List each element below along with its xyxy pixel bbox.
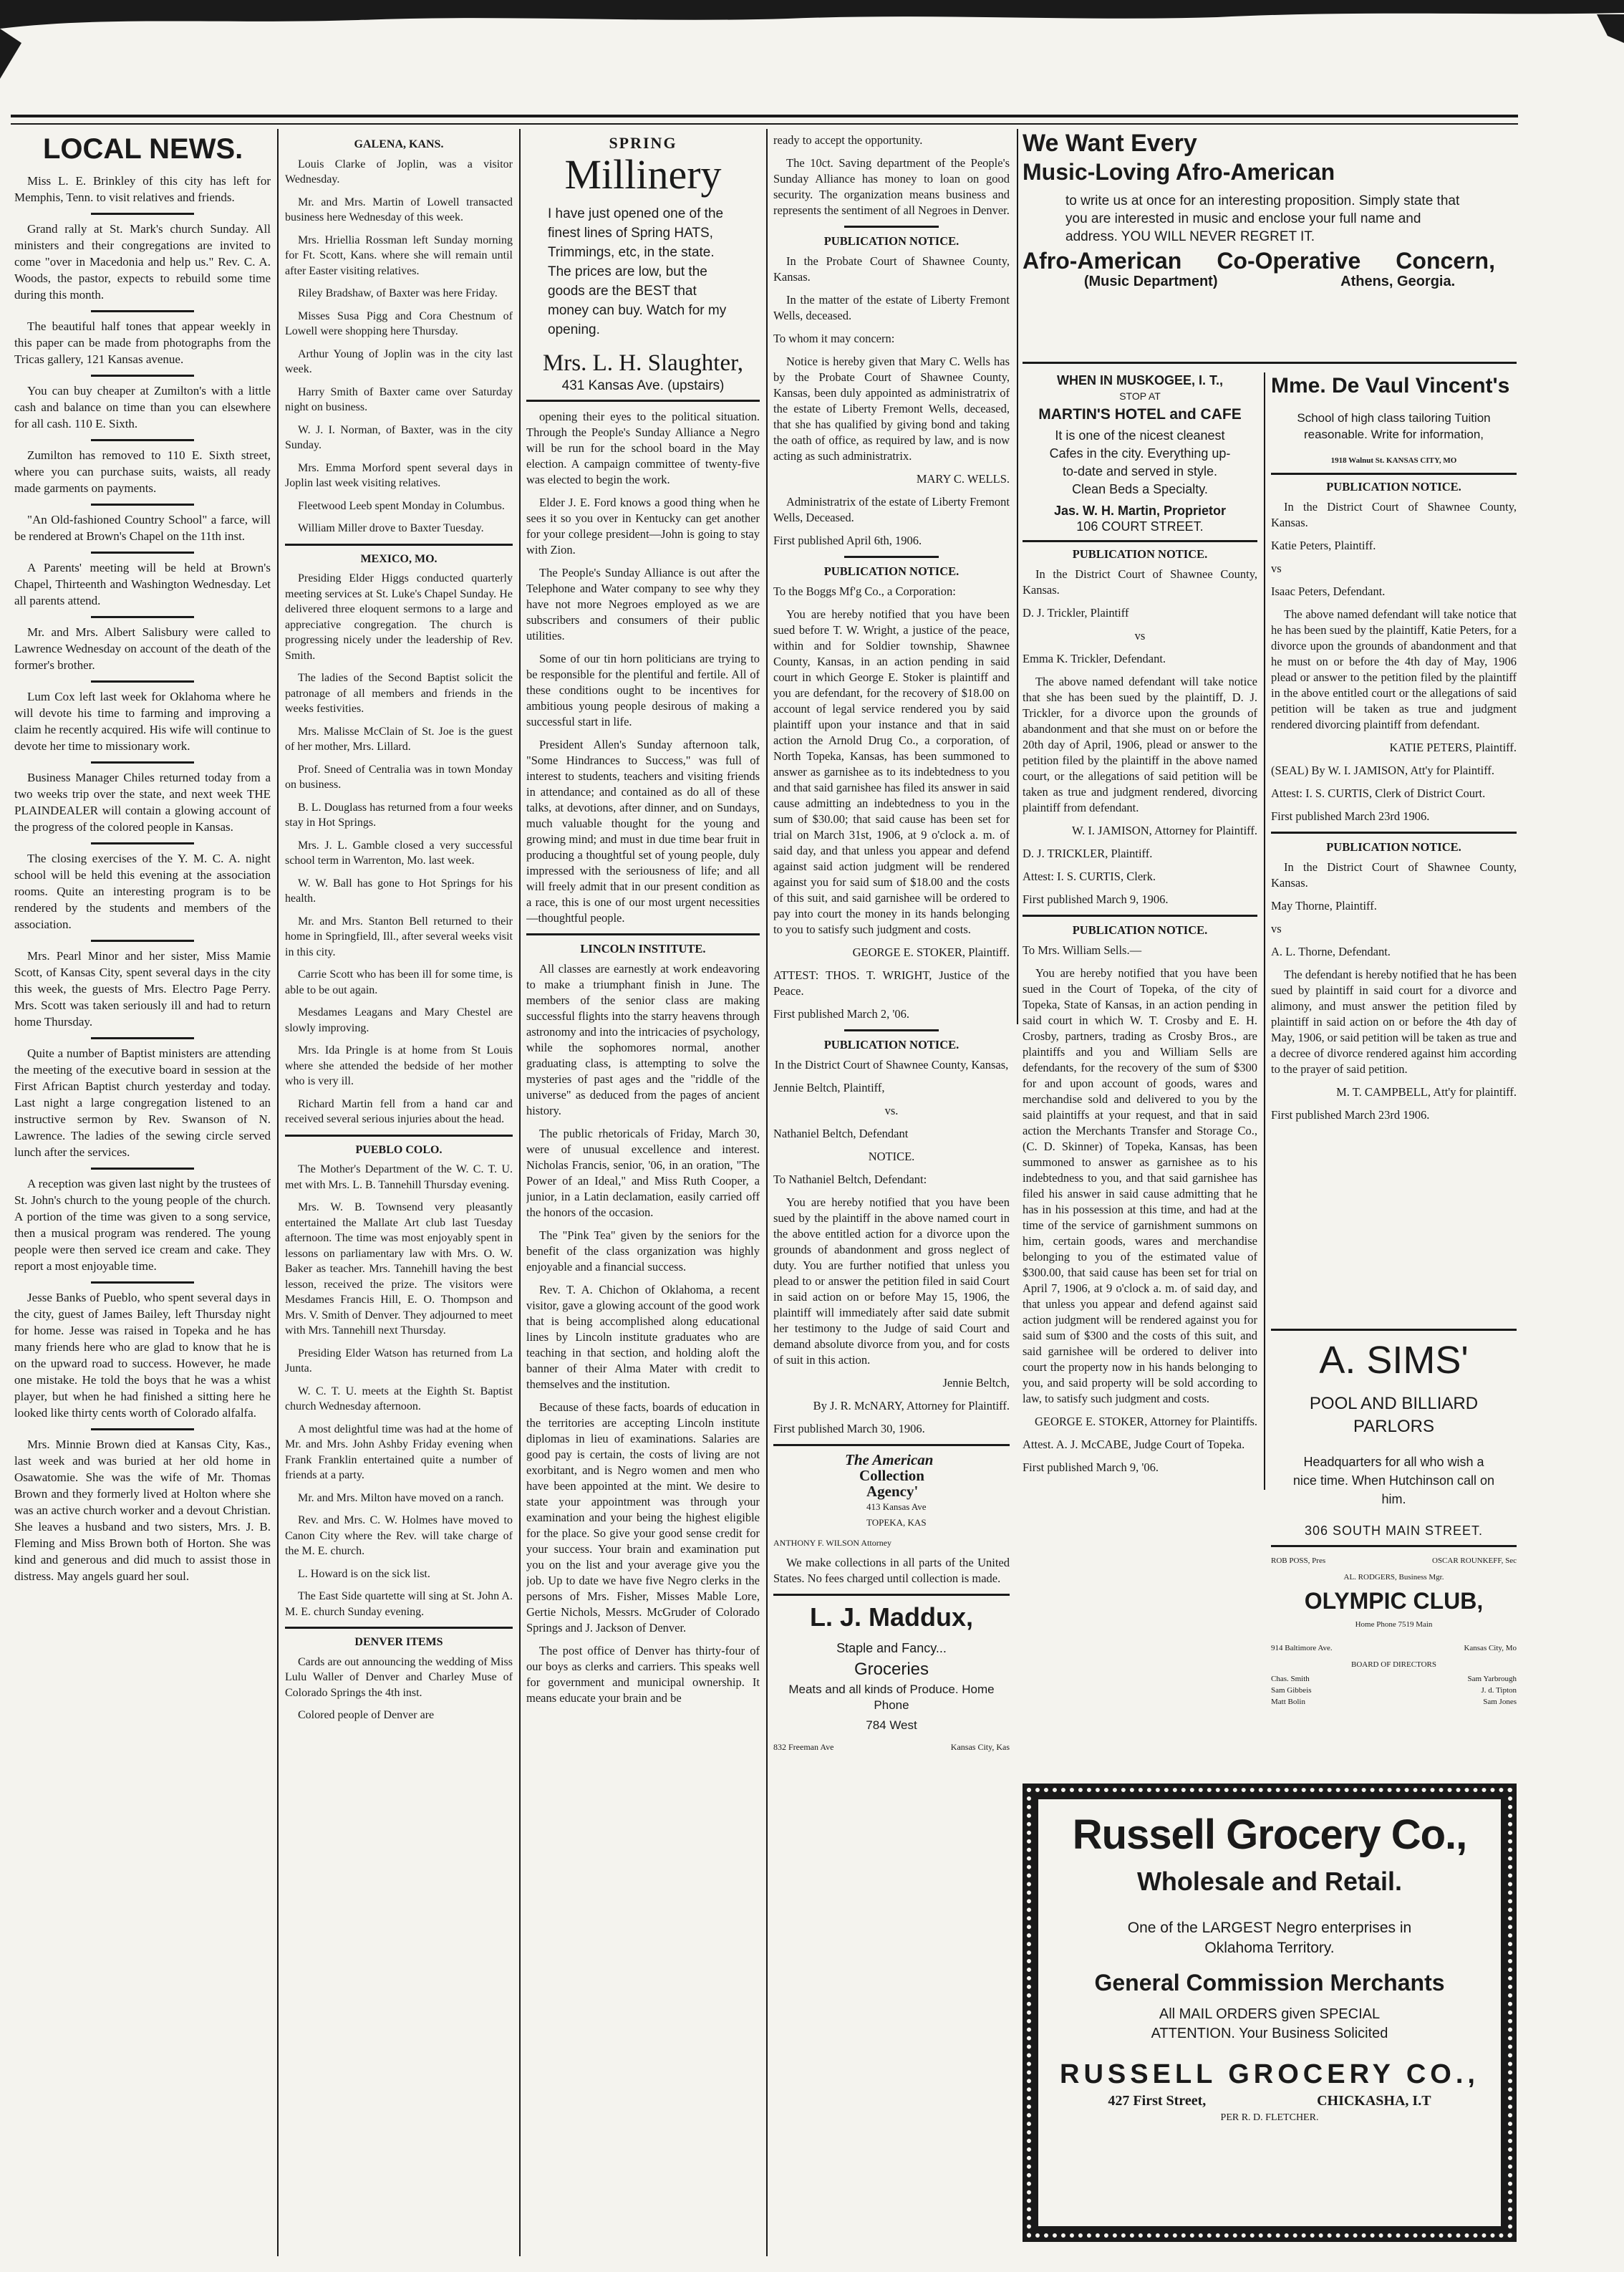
news-item: Prof. Sneed of Centralia was in town Monday on business. [285, 763, 513, 791]
notice-text: vs [1271, 562, 1282, 575]
notice-text: The above named defendant will take notice that he has been sued by the plaintiff, Katie Peters, for a divorce upon the grounds of abandonment and that he must on or before the 4th day of May, 1906 plead or answer to the petition filed by the plaintiff in the above entitled court or the allegations of said petition will be taken as true and judgment rendered divorcing plaintiff from defendant. [1271, 607, 1517, 731]
olympic-address [1271, 1640, 1517, 1657]
ad-body: I have just opened one of the finest lines of Spring HATS, Trimmings, etc, in the state. The prices are low, but the goods are the BEST that money can buy. Watch for my opening. [548, 206, 727, 337]
olympic-name: OLYMPIC CLUB, [1304, 1588, 1484, 1614]
news-item: Mr. and Mrs. Stanton Bell returned to their home in Springfield, Ill., after several weeks visit in this city. [285, 915, 513, 958]
news-item: The ladies of the Second Baptist solicit the patronage of all members and friends in the weeks festivities. [285, 672, 513, 715]
martin-body: It is one of the nicest cleanest Cafes in the city. Everything up-to-date and served in style. Clean Beds a Specialty. [1049, 428, 1231, 496]
news-item: Arthur Young of Joplin was in the city last week. [285, 347, 513, 375]
ad-millinery: Millinery [564, 151, 722, 198]
notice-text: A. L. Thorne, Defendant. [1271, 945, 1391, 958]
news-item: Zumilton has removed to 110 E. Sixth street, where you can purchase suits, waists, all ready made garments on payments. [14, 448, 271, 495]
column-correspondence [285, 133, 513, 2253]
column-notices-3 [1271, 372, 1517, 1490]
notice-text: In the District Court of Shawnee County, Kansas. [1271, 860, 1517, 890]
olympic-phone: Home Phone 7519 Main [1355, 1620, 1433, 1629]
news-item: Misses Susa Pigg and Cora Chestnum of Lowell were shopping here Thursday. [285, 309, 513, 337]
news-item: Colored people of Denver are [298, 1709, 435, 1721]
notice-date: First published March 2, '06. [773, 1007, 909, 1021]
news-item: The public rhetoricals of Friday, March 30, were of unusual excellence and interest. Nicholas Francis, senior, '06, in an oration, "The Power of an Ideal," and Miss Ruth Cooper, a junior, in a Latin declamation, easily carried off the honors of the occasion. [526, 1127, 760, 1219]
news-item: A reception was given last night by the trustees of St. John's church to the young people of the church. A portion of the time was given to a song service, then a musical program was rendered. The young people were then served ice cream and cake. They report a most enjoyable time. [14, 1177, 271, 1273]
divider [91, 439, 193, 441]
olympic-officers [1271, 1553, 1517, 1569]
news-item: The "Pink Tea" given by the seniors for the benefit of the class organization was highly enjoyable and a financial success. [526, 1228, 760, 1274]
news-item: All classes are earnestly at work endeavoring to make a triumphant finish in June. The members of the senior class are making successful flights into the starry heavens through astronomy and into the intricacies of psychology, while the sophomores normal, another graduating class, is attempting to solve the mysteries of past ages and the "riddle of the universe" as deduced from the pages of ancient history. [526, 962, 760, 1117]
notice-text: vs. [884, 1104, 899, 1117]
notice-text: vs [1134, 629, 1146, 642]
notice-heading: PUBLICATION NOTICE. [1072, 547, 1208, 561]
notice-text: To Mrs. William Sells.— [1023, 943, 1142, 957]
notice-date: First published March 9, 1906. [1023, 892, 1169, 906]
notice-signature: W. I. JAMISON, Attorney for Plaintiff. [1072, 824, 1257, 837]
divider [91, 375, 193, 377]
notice-text: Jennie Beltch, Plaintiff, [773, 1081, 885, 1094]
sims-olympic-ads [1271, 1329, 1517, 1782]
news-item: W. W. Ball has gone to Hot Springs for his health. [285, 877, 513, 905]
news-item: William Miller drove to Baxter Tuesday. [298, 522, 484, 534]
russell-line: All MAIL ORDERS given SPECIAL ATTENTION. Your Business Solicited [1151, 2006, 1388, 2041]
notice-heading: PUBLICATION NOTICE. [823, 1038, 960, 1051]
news-item: ready to accept the opportunity. [773, 133, 923, 147]
news-item: W. C. T. U. meets at the Eighth St. Baptist church Wednesday afternoon. [285, 1385, 513, 1412]
notice-signature: GEORGE E. STOKER, Plaintiff. [852, 945, 1010, 959]
collection-agency-ad [845, 1452, 1010, 1531]
ad-spring: SPRING [609, 134, 677, 152]
martin-address: 106 COURT STREET. [1076, 519, 1204, 534]
news-item: Miss L. E. Brinkley of this city has left for Memphis, Tenn. to visit relatives and friends. [14, 174, 271, 204]
torn-page-edge [0, 0, 1624, 107]
news-item: A most delightful time was had at the home of Mr. and Mrs. John Ashby Friday evening when Frank Franklin entertained quite a number of friends at a party. [285, 1423, 513, 1481]
maddux-name: L. J. Maddux, [809, 1602, 974, 1632]
devaul-ad [1271, 372, 1517, 475]
column-notices [773, 133, 1010, 2253]
notice-heading: PUBLICATION NOTICE. [823, 564, 960, 578]
agency-address: 413 Kansas Ave [866, 1501, 927, 1512]
martin-proprietor: Jas. W. H. Martin, Proprietor [1053, 504, 1227, 518]
notice-heading: PUBLICATION NOTICE. [1326, 840, 1461, 854]
news-item: Grand rally at St. Mark's church Sunday. All ministers and their congregations are invited to come "over in Macedonia and help us." Rev. C. A. Woods, the pastor, expects to rebuild some time during this month. [14, 222, 271, 302]
notice-signature: Jennie Beltch, [942, 1376, 1010, 1390]
music-headline: We Want Every [1023, 130, 1197, 157]
notice-text: Katie Peters, Plaintiff. [1271, 539, 1376, 552]
maddux-line: Meats and all kinds of Produce. Home Phone [788, 1683, 995, 1712]
devaul-address: 1918 Walnut St. KANSAS CITY, MO [1330, 456, 1457, 465]
news-item: Presiding Elder Higgs conducted quarterly meeting services at St. Luke's Chapel Sunday. He delivered three eloquent sermons to a large and appreciative congregation. The church is progressing nicely under the leadership of Rev. Smith. [285, 572, 513, 662]
news-item: Mr. and Mrs. Martin of Lowell transacted business here Wednesday of this week. [285, 196, 513, 223]
divider [91, 1281, 193, 1284]
notice-text: To the Boggs Mf'g Co., a Corporation: [773, 584, 956, 598]
notice-text: Nathaniel Beltch, Defendant [773, 1127, 909, 1140]
notice-signature: M. T. CAMPBELL, Att'y for plaintiff. [1336, 1085, 1517, 1099]
news-item: A Parents' meeting will be held at Brown's Chapel, Thirteenth and Washington Wednesday. Let all parents attend. [14, 561, 271, 607]
russell-line: One of the LARGEST Negro enterprises in Oklahoma Territory. [1127, 1920, 1412, 1956]
column-rule [277, 129, 279, 2256]
notice-signature: Attest: I. S. CURTIS, Clerk. [1023, 870, 1156, 883]
news-item: Mrs. Hriellia Rossman left Sunday morning for Ft. Scott, Kans. where she will remain until after Easter visiting relatives. [285, 234, 513, 277]
martin-line: STOP AT [1119, 390, 1161, 402]
agency-title: Collection [859, 1467, 924, 1484]
music-company-mid: Co-Operative [1217, 248, 1361, 274]
divider [91, 1428, 193, 1430]
news-item: President Allen's Sunday afternoon talk, "Some Hindrances to Success," was full of interest to students, teachers and visiting friends in attendance; and contained as do all of these talks, at devotions, after dinner, and on Sundays, much valuable thought for the young and growing mind; and must in due time bear fruit in producing a thoughtful set of young people, duly impressed with the seriousness of life; and all will freely admit that in our present condition as a race, this is one of our most urgent necessities—thoughtful people. [526, 738, 760, 925]
divider [773, 1594, 1010, 1596]
russell-footer-address [1053, 2093, 1487, 2109]
news-item: Because of these facts, boards of education in the territories are accepting Lincoln institute diplomas in lieu of examinations. Salaries are good pay is certain, the costs of living are not exorbitant, and is Negro women and men who have been appointed at the mint. We desire to state your appointment was through your examination and your being the highest eligible for the place. So give your good sense credit for your success. Your brain and examination put you on the list and your average give you the job. Up to date we have five Negro clerks in the persons of Mrs. Fisher, Misses Mable Lore, Gertie Nichols, Messrs. McGruder of Colorado Springs and J. Jackson of Denver. [526, 1400, 760, 1635]
devaul-body: School of high class tailoring Tuition reasonable. Write for information, [1297, 411, 1491, 441]
news-item: The People's Sunday Alliance is out after the Telephone and Water company to see why they have not more Negroes employed as we are subscribers and consumers of their public utilities. [526, 566, 760, 642]
notice-signature: KATIE PETERS, Plaintiff. [1389, 741, 1517, 754]
divider [91, 616, 193, 618]
news-item: Rev. T. A. Chichon of Oklahoma, a recent visitor, gave a glowing account of the good work that is being accomplished along educational lines by Lincoln institute graduates who are teaching in that section, and holding aloft the banner of their Alma Mater with credit to themselves and the institution. [526, 1283, 760, 1391]
music-body: to write us at once for an interesting proposition. Simply state that you are interested in music and enclose your full name and address. YOU WILL NEVER REGRET IT. [1065, 193, 1460, 244]
news-item: Mrs. Malisse McClain of St. Joe is the guest of her mother, Mrs. Lillard. [285, 725, 513, 753]
news-item: B. L. Douglass has returned from a four weeks stay in Hot Springs. [285, 801, 513, 829]
millinery-ad [526, 135, 760, 402]
olympic-president: ROB POSS, Pres [1271, 1556, 1326, 1565]
news-item: Riley Bradshaw, of Baxter was here Friday. [298, 287, 498, 299]
news-item: "An Old-fashioned Country School" a farce, will be rendered at Brown's Chapel on the 11th inst. [14, 513, 271, 543]
news-item: Lum Cox left last week for Oklahoma where he will devote his time to farming and improving a claim he recently acquired. His wife will continue to devote her time to missionary work. [14, 690, 271, 753]
divider [285, 544, 513, 546]
news-item: L. Howard is on the sick list. [298, 1567, 430, 1580]
notice-date: First published March 30, 1906. [773, 1422, 925, 1435]
news-item: Quite a number of Baptist ministers are attending the meeting of the executive board in session at the First African Baptist church yesterday and today. Last night a large congregation listened to an instructive sermon by Rev. Swanson of N. Lawrence. The ladies of the sewing circle served lunch after the services. [14, 1046, 271, 1159]
agency-title: The American [845, 1451, 934, 1468]
notice-signature: GEORGE E. STOKER, Attorney for Plaintiffs. [1034, 1415, 1257, 1428]
notice-text: You are hereby notified that you have been sued in the Court of Topeka, of the city of Topeka, State of Kansas, in an action pending in said court in which W. T. Crosby and E. H. Crosby, partners, trading as Crosby Bros., are plaintiffs and you and William Sells are defendants, for the recovery of the sum of $300 for and upon account of goods, wares and merchandise sold and delivered to you by the said plaintiffs at your request, and that in said action the Merchants Transfer and Storage Co., (C. D. Skinner) of Topeka, Kansas, has been summoned to answer as garnishee as to his indebtedness to you, and that said garnishee has filed his answer in said cause admitting that he has in his possession at this time, and had at the time of the service of garnishment summons on him, certain goods, wares and merchandise belonging to you of the estimated value of $300.00, that said cause has been set for trial on April 7, 1906, at 9 o'clock a. m. of said day, and that unless you appear and defend against said action judgment will be rendered against you for said sum of $300 and the costs of this suit, and said garnishee will be ordered to deliver into court the property now in his hands belonging to you, and said property will be sold according to law, to satisfy such judgment and costs. [1023, 966, 1257, 1405]
news-item: Mrs. Ida Pringle is at home from St Louis where she attended the bedside of her mother who is very ill. [285, 1044, 513, 1087]
news-item: Mr. and Mrs. Albert Salisbury were called to Lawrence Wednesday on account of the death of the former's brother. [14, 625, 271, 672]
section-heading: GALENA, KANS. [354, 138, 444, 150]
divider [91, 552, 193, 554]
olympic-secretary: OSCAR ROUNKEFF, Sec [1432, 1556, 1517, 1565]
column-local-news [14, 133, 271, 2253]
martin-hotel-ad [1023, 372, 1257, 542]
notice-date: First published March 9, '06. [1023, 1460, 1159, 1474]
column-rule [766, 129, 768, 2256]
maddux-line: Staple and Fancy... [836, 1641, 947, 1655]
news-item: W. J. I. Norman, of Baxter, was in the city Sunday. [285, 423, 513, 451]
agency-attorney: ANTHONY F. WILSON Attorney [773, 1538, 892, 1548]
agency-body: We make collections in all parts of the United States. No fees charged until collection is made. [773, 1556, 1010, 1585]
notice-text: The above named defendant will take notice that she has been sued by the plaintiff, D. J. Trickler, for a divorce upon the grounds of abandonment and that she must on or before the 20th day of April, 1906, plead or answer to the petition filed by the plaintiff in the above named court, or the allegations of said petition will be taken as true and judgment rendered, divorcing plaintiff from defendant. [1023, 675, 1257, 814]
notice-signature: By J. R. McNARY, Attorney for Plaintiff. [813, 1399, 1010, 1412]
divider [773, 1444, 1010, 1446]
sims-body: Headquarters for all who wish a nice time. When Hutchinson call on him. [1292, 1455, 1495, 1506]
olympic-manager: AL. RODGERS, Business Mgr. [1343, 1573, 1444, 1582]
news-item: Harry Smith of Baxter came over Saturday night on business. [285, 385, 513, 413]
news-item: The Mother's Department of the W. C. T. U. met with Mrs. L. B. Tannehill Thursday evening. [285, 1163, 513, 1191]
news-item: Jesse Banks of Pueblo, who spent several days in the city, guest of James Bailey, left Thursday night for home. Jesse was raised in Topeka and he has many friends here who are glad to know that he is on the upward road to success. However, he made one mistake. He told the boys that he was a whist player, but when he had finished a sitting here he looked like thirty cents worth of Colorado alfalfa. [14, 1291, 271, 1420]
russell-grocery-ad [1023, 1784, 1517, 2242]
divider [91, 680, 193, 683]
section-heading: DENVER ITEMS [354, 1636, 443, 1648]
news-item: Cards are out announcing the wedding of Miss Lulu Waller of Denver and Charley Muse of Colorado Springs the 4th inst. [285, 1655, 513, 1699]
news-item: Louis Clarke of Joplin, was a visitor Wednesday. [285, 158, 513, 186]
russell-name: Russell Grocery Co., [1072, 1811, 1467, 1858]
agency-title: Agency' [866, 1483, 919, 1500]
maddux-footer-right: Kansas City, Kas [950, 1742, 1010, 1752]
notice-signature: D. J. TRICKLER, Plaintiff. [1023, 847, 1153, 860]
column-rule [1017, 129, 1018, 1024]
divider [91, 310, 193, 312]
notice-text: In the District Court of Shawnee County, Kansas. [1271, 500, 1517, 529]
notice-signature: MARY C. WELLS. [916, 472, 1010, 486]
notice-heading: PUBLICATION NOTICE. [1072, 923, 1208, 937]
director: Sam Yarbrough [1467, 1675, 1517, 1683]
news-item: Mrs. Minnie Brown died at Kansas City, Kas., last week and was buried at her old home in Osawatomie. She was the wife of Mr. Thomas Brown and they formerly lived at Holton where she was an active church worker and a devout Christian. She leaves a husband and two sisters, Mrs. J. B. Fleming and Miss Brown both of Horton. She was kind and generous and did much to assist those in distress. May angels guard her soul. [14, 1438, 271, 1583]
news-item: The beautiful half tones that appear weekly in this paper can be made from photographs from the Tricas gallery, 121 Kansas avenue. [14, 319, 271, 366]
notice-text: Isaac Peters, Defendant. [1271, 584, 1386, 598]
notice-date: First published March 23rd 1906. [1271, 809, 1430, 823]
notice-text: May Thorne, Plaintiff. [1271, 899, 1377, 913]
music-headline: Music-Loving Afro-American [1023, 159, 1335, 185]
divider [285, 1135, 513, 1137]
news-item: The post office of Denver has thirty-four of our boys as clerks and carriers. This speaks well for government and municipal ownership. It means educate your brain and be [526, 1644, 760, 1705]
news-item: Richard Martin fell from a hand car and received several serious injuries about the head. [285, 1097, 513, 1125]
news-item: Mrs. W. B. Townsend very pleasantly entertained the Mallate Art club last Tuesday afternoon. The time was most enjoyably spent in lessons on parliamentary law with Mrs. O. W. Baker as teacher. Mrs. Tannehill having the best lesson, received the prize. The visitors were Mesdames Francis Hill, E. O. Thompson and Mrs. V. Smith of Denver. They adjourned to meet with Mrs. Tannehill next Thursday. [285, 1201, 513, 1337]
olympic-directors [1271, 1673, 1517, 1708]
russell-per: PER R. D. FLETCHER. [1220, 2112, 1319, 2123]
notice-signature: (SEAL) By W. I. JAMISON, Att'y for Plaintiff. [1271, 764, 1495, 777]
divider [844, 1029, 939, 1031]
russell-address-left: 427 First Street, [1108, 2093, 1207, 2109]
olympic-address-left: 914 Baltimore Ave. [1271, 1644, 1333, 1652]
notice-text: D. J. Trickler, Plaintiff [1023, 606, 1129, 620]
music-city: Athens, Georgia. [1340, 274, 1456, 289]
russell-footer-name: RUSSELL GROCERY CO., [1060, 2059, 1479, 2089]
news-item: Mrs. Emma Morford spent several days in Joplin last week visiting relatives. [285, 461, 513, 489]
divider [844, 556, 939, 558]
music-ad [1023, 129, 1517, 364]
notice-date: First published March 23rd 1906. [1271, 1108, 1430, 1122]
divider [91, 1037, 193, 1039]
divider [526, 933, 760, 935]
director: Sam Jones [1483, 1698, 1517, 1706]
notice-heading: PUBLICATION NOTICE. [1326, 480, 1461, 494]
notice-text: Emma K. Trickler, Defendant. [1023, 652, 1166, 665]
notice-text: vs [1271, 922, 1282, 935]
sims-address: 306 SOUTH MAIN STREET. [1304, 1524, 1484, 1538]
section-heading: PUEBLO COLO. [355, 1143, 443, 1156]
notice-text: To Nathaniel Beltch, Defendant: [773, 1173, 927, 1186]
news-item: Some of our tin horn politicians are trying to be responsible for the plentiful and fertile. All of these conditions ought to be incentives for ambitious young people desirous of making a successful start in life. [526, 652, 760, 728]
news-item: Elder J. E. Ford knows a good thing when he sees it so you over in Kentucky can get another for your college president—John is going to stay with Zion. [526, 496, 760, 557]
notice-signature: Attest. A. J. McCABE, Judge Court of Topeka. [1023, 1438, 1245, 1451]
ad-name: Mrs. L. H. Slaughter, [542, 350, 744, 376]
divider [1271, 1545, 1517, 1547]
music-company-left: Afro-American [1023, 248, 1182, 274]
news-item: The East Side quartette will sing at St. John A. M. E. church Sunday evening. [285, 1590, 513, 1618]
ad-address: 431 Kansas Ave. (upstairs) [561, 378, 725, 393]
column-millinery [526, 133, 760, 2253]
notice-text: You are hereby notified that you have been sued by the plaintiff in the above named court in the above entitled action for a divorce upon the grounds of abandonment and gross neglect of duty. You are further notified that unless you plead to or answer the petition filed in said Court in said action on or before May 15, 1906, the plaintiff will immediately after said date submit her testimony to the Judge of said Court and demand absolute divorce from you, and for costs of suit in this action. [773, 1195, 1010, 1367]
notice-text: NOTICE. [868, 1150, 915, 1163]
notice-text: In the District Court of Shawnee County, Kansas, [774, 1058, 1009, 1072]
divider [844, 226, 939, 228]
news-item: opening their eyes to the political situation. Through the People's Sunday Alliance a Negro will be run for the school board in the May election. A campaign committee of twenty-five was elected to begin the work. [526, 410, 760, 486]
notice-text: Notice is hereby given that Mary C. Wells has by the Probate Court of Shawnee County, Kansas, been duly appointed as administratrix of the estate of Liberty Fremont Wells, deceased, that she has qualified by giving bond and taking the oath of office, as required by law, and is now acting as such administratrix. [773, 355, 1010, 463]
music-dept: (Music Department) [1083, 274, 1218, 289]
masthead-rule-bottom [11, 123, 1518, 125]
olympic-address-right: Kansas City, Mo [1464, 1644, 1517, 1652]
music-company [1023, 248, 1517, 274]
notice-text: Administratrix of the estate of Liberty Fremont Wells, Deceased. [773, 495, 1010, 524]
news-item: The closing exercises of the Y. M. C. A. night school will be held this evening at the association rooms. Quite an interesting program is to be rendered by the students and members of the association. [14, 852, 271, 931]
maddux-ad [773, 1602, 1010, 1755]
news-item: Carrie Scott who has been ill for some time, is able to be out again. [285, 968, 513, 996]
divider [1023, 915, 1257, 917]
news-item: The 10ct. Saving department of the People's Sunday Alliance has money to loan on good security. The organization means business and represents the sentiment of all Negroes in Denver. [773, 156, 1010, 217]
news-item: Fleetwood Leeb spent Monday in Columbus. [298, 499, 505, 512]
maddux-footer [773, 1739, 1010, 1755]
news-item: Mesdames Leagans and Mary Chestel are slowly improving. [285, 1006, 513, 1034]
divider [91, 761, 193, 764]
news-item: You can buy cheaper at Zumilton's with a little cash and balance on time than you can elsewhere for all cash. 110 E. Sixth. [14, 384, 271, 430]
divider [1271, 832, 1517, 834]
divider [91, 842, 193, 844]
section-heading: MEXICO, MO. [360, 552, 438, 565]
notice-text: In the Probate Court of Shawnee County, Kansas. [773, 254, 1010, 284]
news-item: Mrs. Pearl Minor and her sister, Miss Mamie Scott, of Kansas City, spent several days in the city this week, the guests of Mrs. Electro Page Perry. Mrs. Scott was taken seriously ill and had to return home Thursday. [14, 949, 271, 1029]
notice-date: First published April 6th, 1906. [773, 534, 922, 547]
music-footer [1023, 274, 1517, 290]
maddux-footer-left: 832 Freeman Ave [773, 1742, 834, 1752]
music-company-right: Concern, [1396, 248, 1495, 274]
divider [285, 1627, 513, 1629]
notice-signature: Attest: I. S. CURTIS, Clerk of District Court. [1271, 786, 1486, 800]
divider [91, 504, 193, 506]
notice-text: The defendant is hereby notified that he has been sued by plaintiff in said court for a divorce and alimony, and must answer the petition filed by plaintiff in said action on or before the 4th day of May, 1906, or said petition will be taken as true and a decree of divorce rendered against him according to the prayer of said petition. [1271, 968, 1517, 1076]
divider [91, 1168, 193, 1170]
news-item: Presiding Elder Watson has returned from La Junta. [285, 1347, 513, 1375]
maddux-line: Groceries [854, 1660, 929, 1679]
masthead-rule-top [11, 115, 1518, 117]
news-item: Rev. and Mrs. C. W. Holmes have moved to Canon City where the Rev. will take charge of the M. E. church. [285, 1514, 513, 1557]
russell-address-right: CHICKASHA, I.T [1317, 2093, 1431, 2109]
column-rule [519, 129, 521, 2256]
notice-signature: ATTEST: THOS. T. WRIGHT, Justice of the Peace. [773, 968, 1010, 998]
divider [91, 940, 193, 942]
russell-line: General Commission Merchants [1094, 1970, 1445, 1996]
russell-subtitle: Wholesale and Retail. [1136, 1867, 1403, 1896]
agency-city: TOPEKA, KAS [866, 1517, 927, 1528]
news-item: Business Manager Chiles returned today from a two weeks trip over the state, and next week THE PLAINDEALER will contain a glowing account of the progress of the colored people in Kansas. [14, 771, 271, 834]
notice-text: In the District Court of Shawnee County, Kansas. [1023, 567, 1257, 597]
column-rule [1264, 372, 1265, 1490]
devaul-name: Mme. De Vaul Vincent's [1271, 374, 1510, 398]
news-item: Mr. and Mrs. Milton have moved on a ranch. [298, 1491, 504, 1504]
martin-name: MARTIN'S HOTEL and CAFE [1038, 406, 1242, 423]
notice-heading: PUBLICATION NOTICE. [823, 234, 960, 248]
director: Matt Bolin [1271, 1698, 1305, 1706]
notice-text: You are hereby notified that you have been sued before T. W. Wright, a justice of the peace, within and for Soldier township, Shawnee County, Kansas, in an action pending in said court in which George E. Stoker is plaintiff and you are defendant, for the recovery of $18.00 on account of legal service rendered you by said plaintiff upon your instance and that in said action the Arnold Drug Co., a corporation, of North Topeka, Kansas, has been summoned to answer as garnishee as to its indebtedness to you and that said garnishee has filed its answer in said cause admitting an indebtedness to you in the sum of $30.00; that said cause has been set for trial on March 31st, 1906, at 9 o'clock a. m. of said day, and that unless you appear and defend against said action judgment will be rendered against you for said sum of $18.00 and the costs of this suit, and said garnishee will be ordered to pay into court the money in its hands belonging to you to satisfy such judgment and costs. [773, 607, 1010, 936]
section-title: LOCAL NEWS. [43, 133, 243, 165]
olympic-board: BOARD OF DIRECTORS [1351, 1660, 1436, 1669]
notice-text: In the matter of the estate of Liberty Fremont Wells, deceased. [773, 293, 1010, 322]
section-heading: LINCOLN INSTITUTE. [580, 942, 706, 956]
sims-subtitle: POOL AND BILLIARD PARLORS [1309, 1394, 1479, 1436]
news-item: Mrs. J. L. Gamble closed a very successful school term in Warrenton, Mo. last week. [285, 839, 513, 867]
notice-text: To whom it may concern: [773, 332, 895, 345]
maddux-line: 784 West [866, 1718, 917, 1732]
martin-line: WHEN IN MUSKOGEE, I. T., [1056, 373, 1223, 388]
director: Chas. Smith [1271, 1675, 1310, 1683]
sims-name: A. SIMS' [1319, 1339, 1469, 1382]
divider [91, 213, 193, 215]
director: J. d. Tipton [1481, 1686, 1517, 1695]
director: Sam Gibbeis [1271, 1686, 1312, 1695]
